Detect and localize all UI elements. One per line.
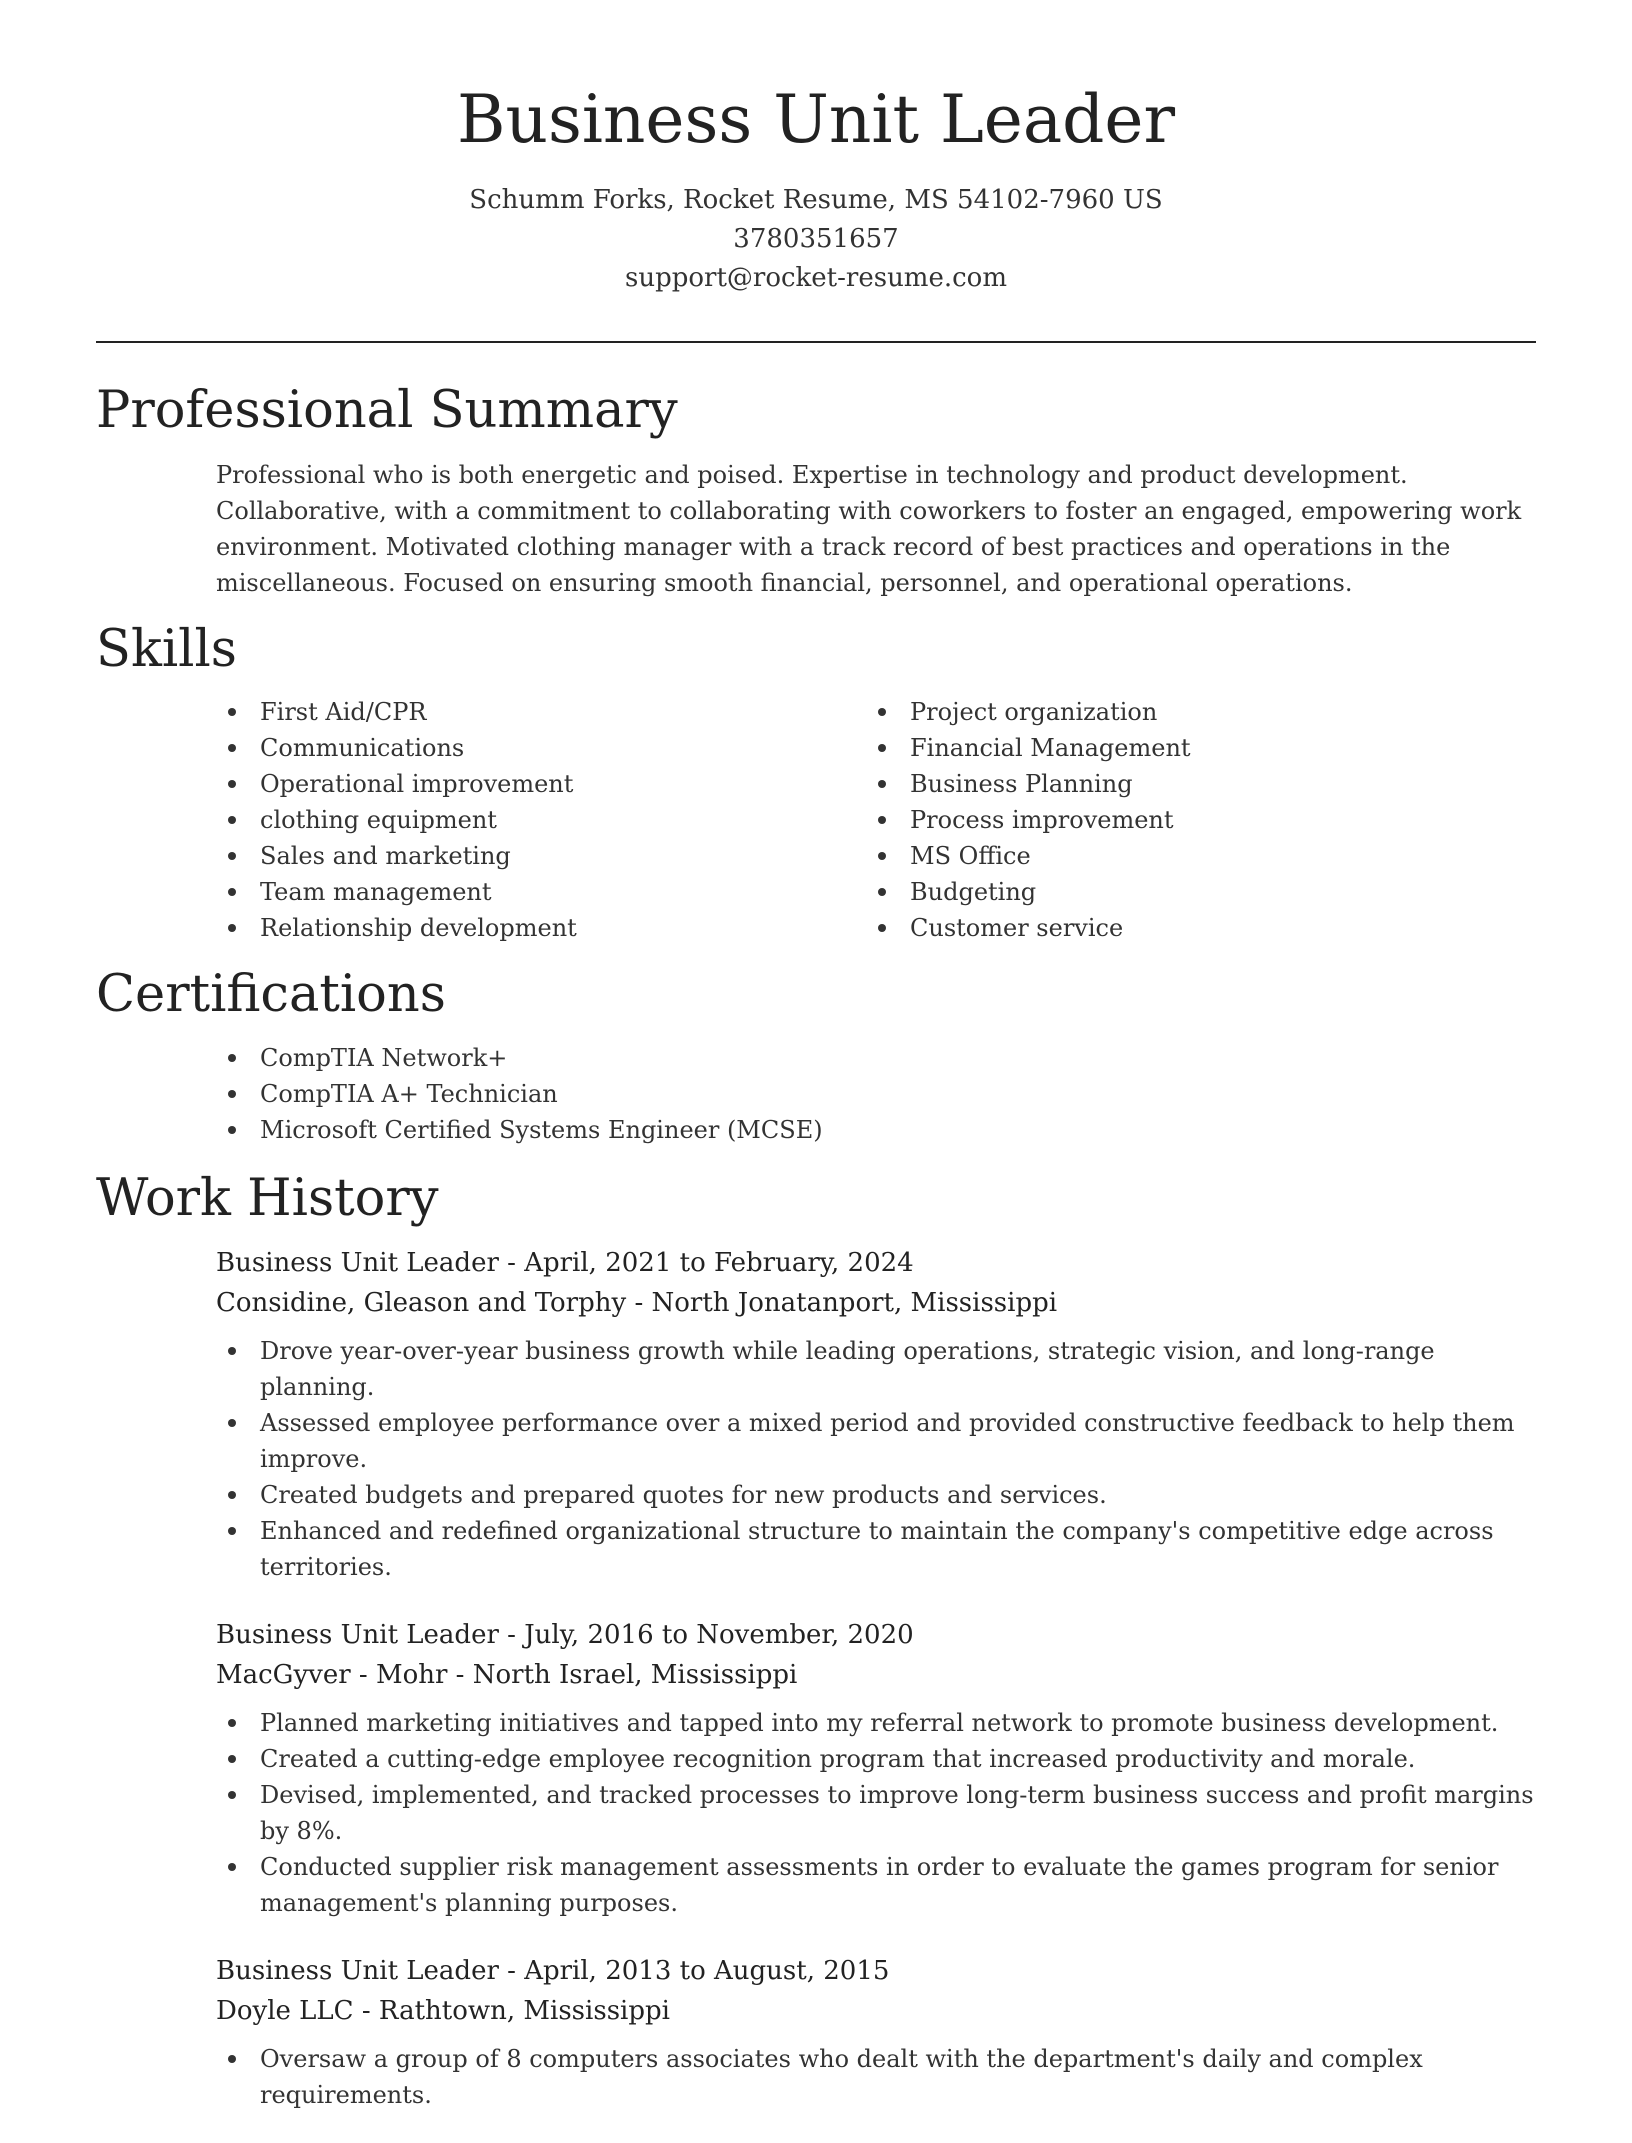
job-bullet: Created a cutting-edge employee recognition program that increased productivity and morale. [216, 1741, 1536, 1777]
job-bullet: Devised, implemented, and tracked processes to improve long-term business success and profit margins by 8%. [216, 1777, 1536, 1849]
work-history-section [96, 1168, 1536, 2113]
resume-header [0, 0, 1632, 298]
company-name: Considine, Gleason and Torphy [216, 1287, 627, 1318]
job-bullet: Enhanced and redefined organizational structure to maintain the company's competitive edge across territories. [216, 1513, 1536, 1585]
job-bullet: Conducted supplier risk management assessments in order to evaluate the games program for senior management's planning purposes. [216, 1849, 1536, 1921]
job-bullet: Drove year-over-year business growth while leading operations, strategic vision, and long-range planning. [216, 1333, 1536, 1405]
job-bullet: Planned marketing initiatives and tapped into my referral network to promote business development. [216, 1705, 1536, 1741]
job-bullets [216, 2041, 1536, 2113]
company-location: - Rathtown, Mississippi [353, 1995, 670, 2026]
skill-item: Communications [216, 730, 866, 766]
summary-text: Professional who is both energetic and poised. Expertise in technology and product development. Collaborative, with a commitment to collaborating with coworkers to foster an engaged, empowering work environment. Motivated clothing manager with a track record of best practices and operations in the miscellaneous. Focused on ensuring smooth financial, personnel, and operational operations. [216, 461, 1522, 598]
company-location: - North Jonatanport, Mississippi [626, 1287, 1058, 1318]
company-location: - North Israel, Mississippi [447, 1659, 798, 1690]
company-name: MacGyver - Mohr [216, 1659, 448, 1690]
skill-item: Team management [216, 874, 866, 910]
email: support@rocket-resume.com [624, 262, 1007, 293]
job-title-dates: Business Unit Leader - April, 2021 to February, 2024 [216, 1247, 914, 1278]
job-bullets [216, 1705, 1536, 1921]
skill-item: Financial Management [866, 730, 1516, 766]
skill-item: Business Planning [866, 766, 1516, 802]
header-divider [96, 341, 1536, 343]
certifications-heading: Certifications [96, 965, 446, 1025]
skills-list-right [866, 694, 1516, 946]
address: Schumm Forks, Rocket Resume, MS 54102-7960 US [469, 184, 1163, 215]
job-company-line [216, 1655, 1536, 1695]
skills-list-left [216, 694, 866, 946]
skill-item: Relationship development [216, 910, 866, 946]
skills-section [96, 619, 1536, 946]
skill-item: clothing equipment [216, 802, 866, 838]
skill-item: First Aid/CPR [216, 694, 866, 730]
skill-item: Project organization [866, 694, 1516, 730]
work-history-heading: Work History [96, 1168, 439, 1228]
resume-name: Business Unit Leader [456, 81, 1176, 158]
contact-info [0, 181, 1632, 298]
job-company-line [216, 1283, 1536, 1323]
skill-item: Sales and marketing [216, 838, 866, 874]
certification-item: CompTIA A+ Technician [216, 1076, 1536, 1112]
skills-columns [216, 694, 1536, 946]
job-title-dates: Business Unit Leader - April, 2013 to August, 2015 [216, 1955, 890, 1986]
skill-item: Operational improvement [216, 766, 866, 802]
job-bullet: Oversaw a group of 8 computers associates who dealt with the department's daily and complex requirements. [216, 2041, 1536, 2113]
job-entry [216, 1951, 1536, 2113]
skills-heading: Skills [96, 620, 237, 680]
job-title-dates: Business Unit Leader - July, 2016 to November, 2020 [216, 1619, 914, 1650]
resume-body [96, 380, 1536, 2143]
summary-section [96, 380, 1536, 601]
phone: 3780351657 [733, 223, 899, 254]
skill-item: Customer service [866, 910, 1516, 946]
skill-item: Budgeting [866, 874, 1516, 910]
skill-item: Process improvement [866, 802, 1516, 838]
certification-item: CompTIA Network+ [216, 1040, 1536, 1076]
job-bullet: Assessed employee performance over a mixed period and provided constructive feedback to help them improve. [216, 1405, 1536, 1477]
job-bullets [216, 1333, 1536, 1585]
job-bullet: Created budgets and prepared quotes for new products and services. [216, 1477, 1536, 1513]
certifications-section [96, 964, 1536, 1147]
summary-heading: Professional Summary [96, 381, 678, 440]
skill-item: MS Office [866, 838, 1516, 874]
job-entry [216, 1243, 1536, 1585]
company-name: Doyle LLC [216, 1995, 354, 2026]
certification-item: Microsoft Certified Systems Engineer (MCSE) [216, 1112, 1536, 1148]
job-company-line [216, 1991, 1536, 2031]
jobs-list [96, 1243, 1536, 2113]
job-entry [216, 1615, 1536, 1921]
certifications-list [216, 1040, 1536, 1148]
